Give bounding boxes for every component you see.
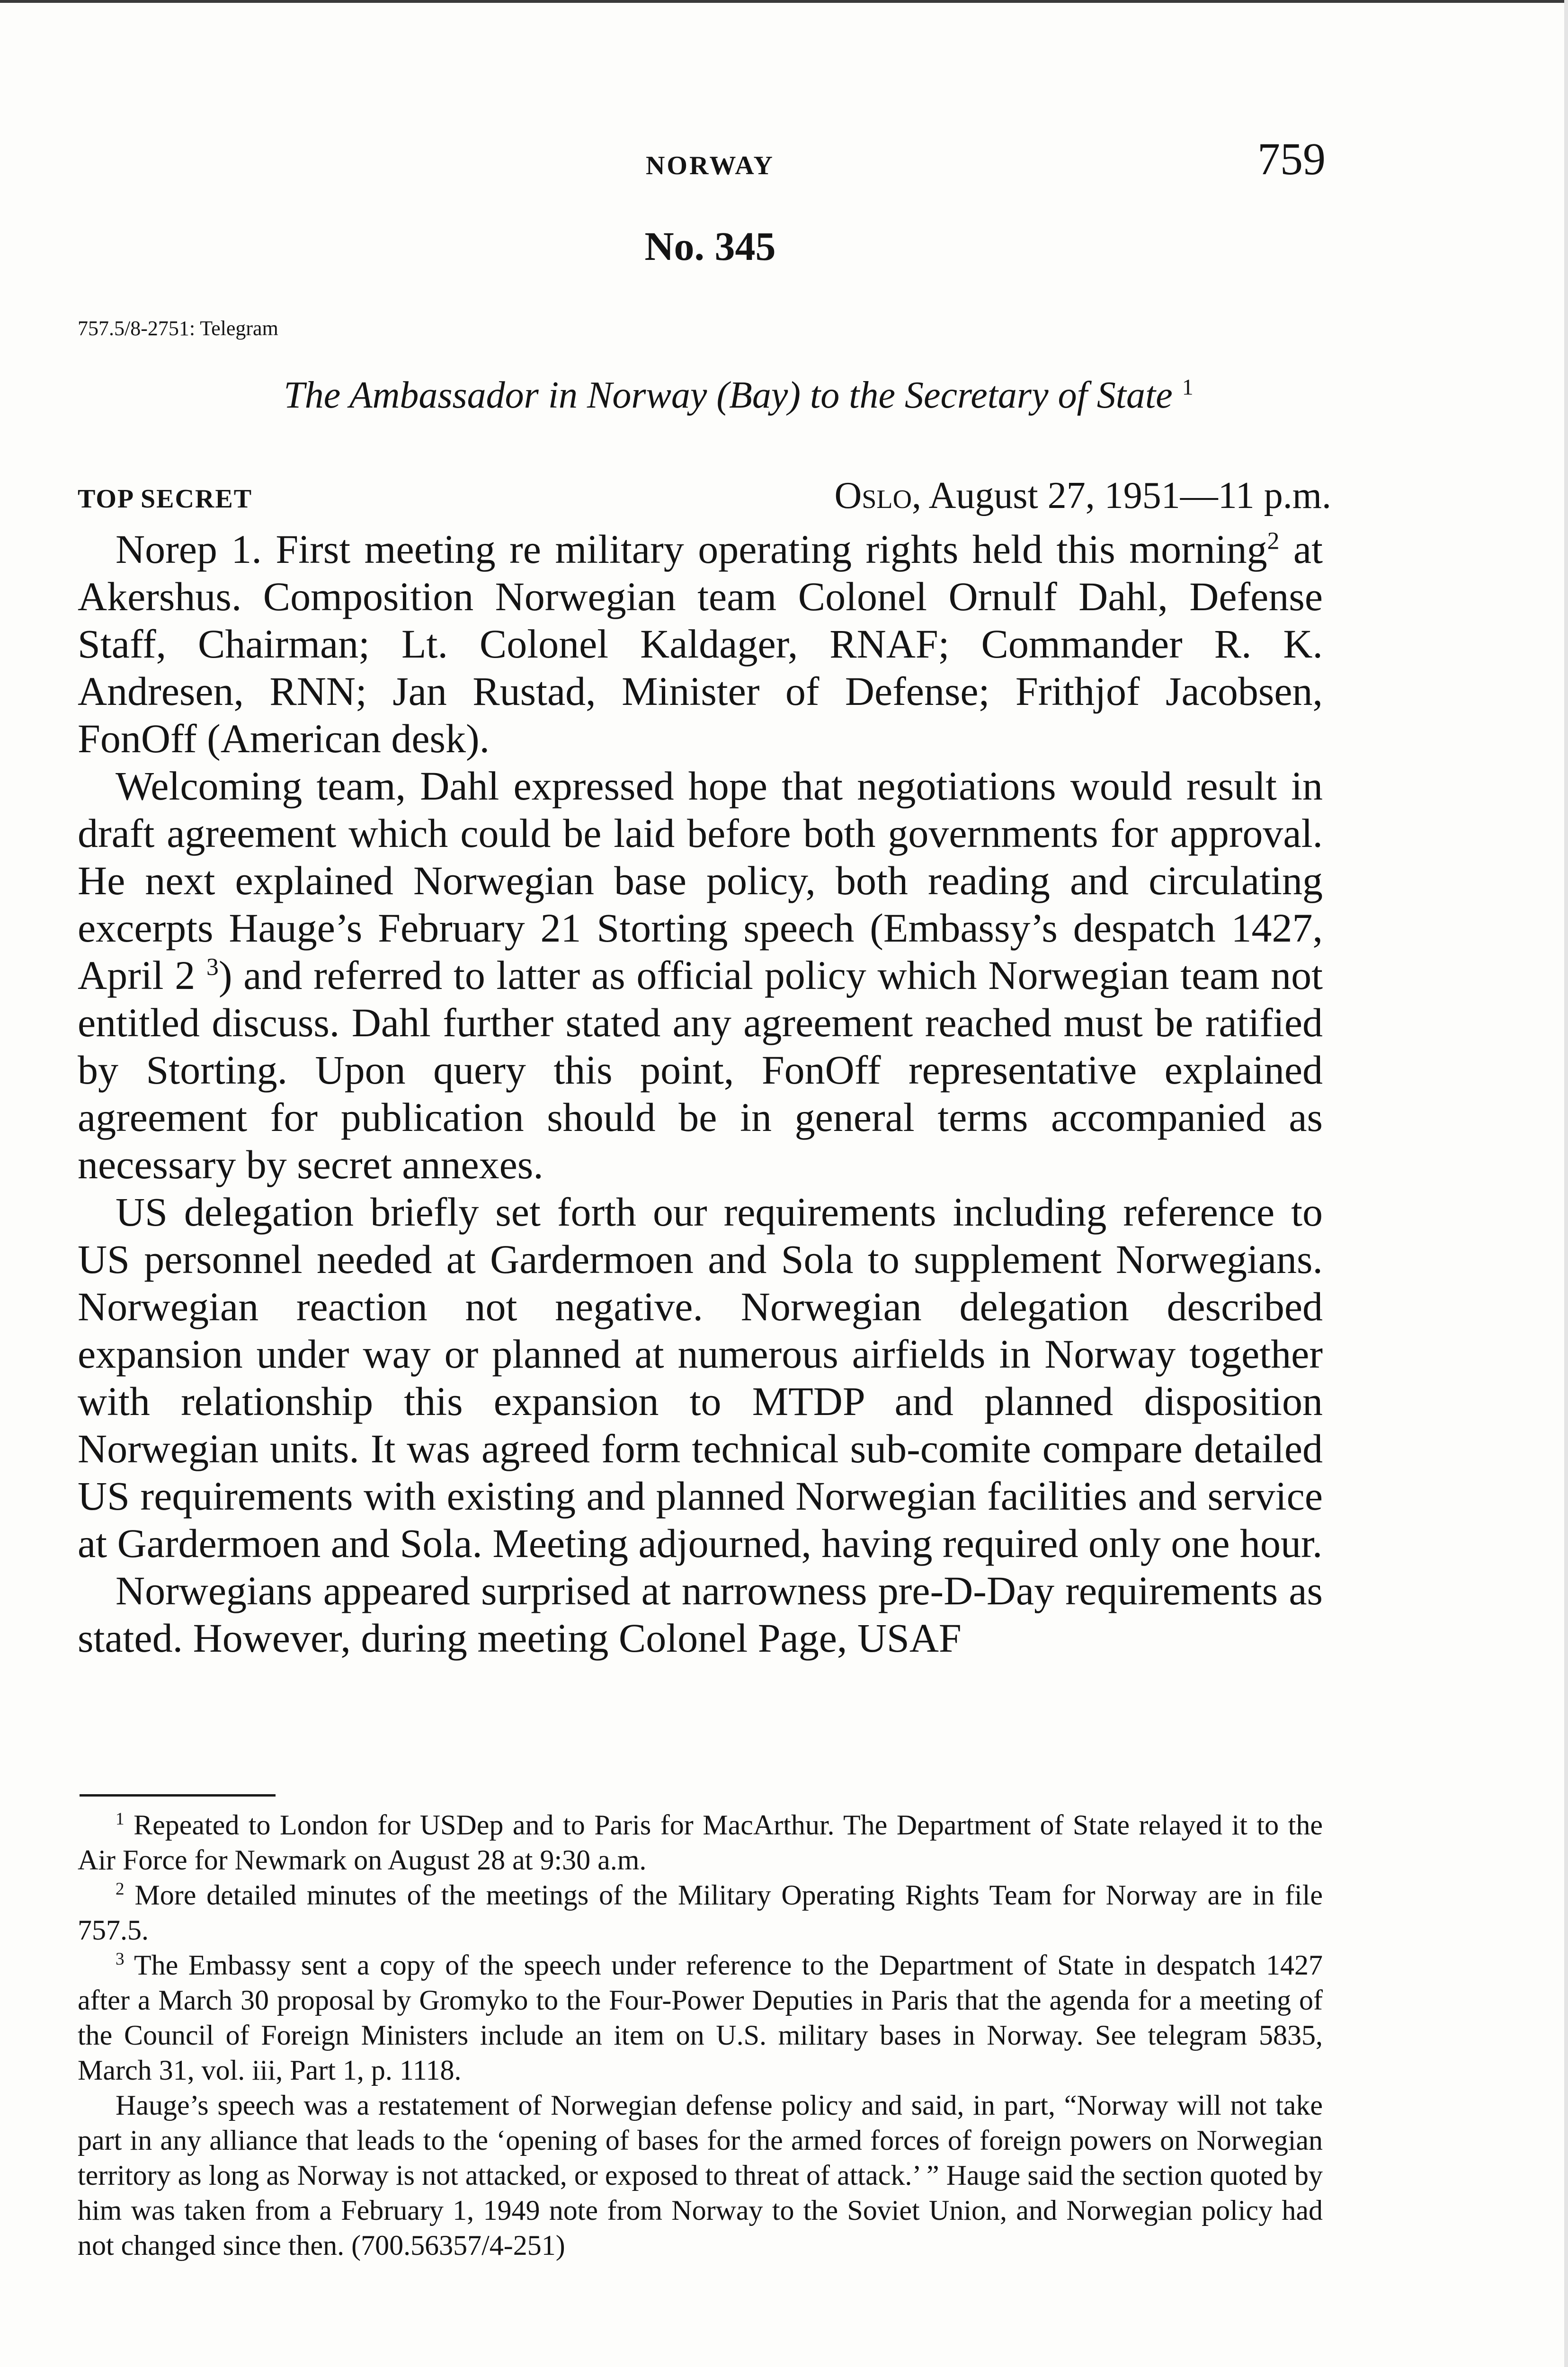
top-edge-rule <box>0 0 1568 3</box>
footnote-3-mark: 3 <box>116 1949 125 1969</box>
body-paragraph-3: US delegation briefly set forth our requirements including reference to US personnel needed at Gardermoen and Sola to supplement Norwegians. Norwegian reaction not negative. Norwegian delegation described expansion under way or planned at numerous airfields in Norway together with relationship this expansion to MTDP and planned disposition Norwegian units. It was agreed form technical sub-comite compare detailed US requirements with existing and planned Norwegian facilities and service at Gardermoen and Sola. Meeting adjourned, having required only one hour. <box>78 1189 1323 1566</box>
footnote-3-continuation-text: Hauge’s speech was a restatement of Norwegian defense policy and said, in part, “Norway will not take part in any alliance that leads to the ‘opening of bases for the armed forces of foreign powers on Norwegian territory as long as Norway is not attacked, or exposed to threat of attack.’ ” Hauge said the section quoted by him was taken from a February 1, 1949 note from Norway to the Soviet Union, and Norwegian policy had not changed since then. (700.56357/4-251) <box>78 2090 1323 2261</box>
footnote-reference-3[interactable]: 3 <box>206 953 219 981</box>
body-paragraph-1-text-b: at Akershus. Composition Norwegian team Colonel Ornulf Dahl, Defense Staff, Chairman; Lt. Colonel Kaldager, RNAF; Commander R. K. Andresen, RNN; Jan Rustad, Minister of Defense; Frithjof Jacobsen, FonOff (American desk). <box>78 526 1323 761</box>
footnotes <box>78 1807 1323 2263</box>
dateline-place: Oslo <box>834 475 912 516</box>
document-number: No. 345 <box>644 223 776 269</box>
footnote-3 <box>78 1948 1323 2088</box>
file-reference: 757.5/8-2751: Telegram <box>78 317 278 340</box>
footnote-1-text: Repeated to London for USDep and to Paris for MacArthur. The Department of State relayed it to the Air Force for Newmark on August 28 at 9:30 a.m. <box>78 1809 1323 1876</box>
body-paragraph-1-text-a: Norep 1. First meeting re military operating rights held this morning <box>116 526 1267 572</box>
body-paragraph-2 <box>78 762 1323 1188</box>
running-head: NORWAY <box>645 151 775 180</box>
body-paragraph-2-text-b: ) and referred to latter as official policy which Norwegian team not entitled discuss. Dahl further stated any agreement reached must be ratified by Storting. Upon query this point, FonOff representative explained agreement for publication should be in general terms accompanied as necessary by secret annexes. <box>78 952 1323 1187</box>
footnote-2-text: More detailed minutes of the meetings of the Military Operating Rights Team for Norway are in file 757.5. <box>78 1879 1323 1946</box>
footnote-2-mark: 2 <box>116 1879 125 1899</box>
footnote-2 <box>78 1878 1323 1948</box>
document-title-text: The Ambassador in Norway (Bay) to the Secretary of State <box>284 374 1173 416</box>
telegram-body <box>78 525 1323 1662</box>
footnote-1 <box>78 1807 1323 1878</box>
footnote-3-continuation <box>78 2088 1323 2263</box>
classification-marking: TOP SECRET <box>78 484 253 514</box>
body-paragraph-2-text-a: Welcoming team, Dahl expressed hope that negotiations would result in draft agreement which could be laid before both governments for approval. He next explained Norwegian base policy, both reading and circulating excerpts Hauge’s February 21 Storting speech (Embassy’s despatch 1427, April 2 <box>78 763 1323 998</box>
right-page-edge <box>1564 0 1568 2367</box>
footnote-1-mark: 1 <box>116 1809 125 1829</box>
body-paragraph-1 <box>78 525 1323 762</box>
footnote-reference-1[interactable]: 1 <box>1182 374 1194 400</box>
dateline <box>701 474 1331 517</box>
footnote-reference-2[interactable]: 2 <box>1267 527 1280 555</box>
body-paragraph-4: Norwegians appeared surprised at narrowness pre-D-Day requirements as stated. However, during meeting Colonel Page, USAF <box>78 1568 1323 1661</box>
footnote-divider <box>80 1794 276 1797</box>
footnote-3-text: The Embassy sent a copy of the speech under reference to the Department of State in despatch 1427 after a March 30 proposal by Gromyko to the Four-Power Deputies in Paris that the agenda for a meeting of the Council of Foreign Ministers include an item on U.S. military bases in Norway. See telegram 5835, March 31, vol. iii, Part 1, p. 1118. <box>78 1949 1323 2086</box>
page-number: 759 <box>1257 133 1326 184</box>
dateline-date: , August 27, 1951—11 p.m. <box>912 475 1331 516</box>
document-title <box>76 374 1401 417</box>
